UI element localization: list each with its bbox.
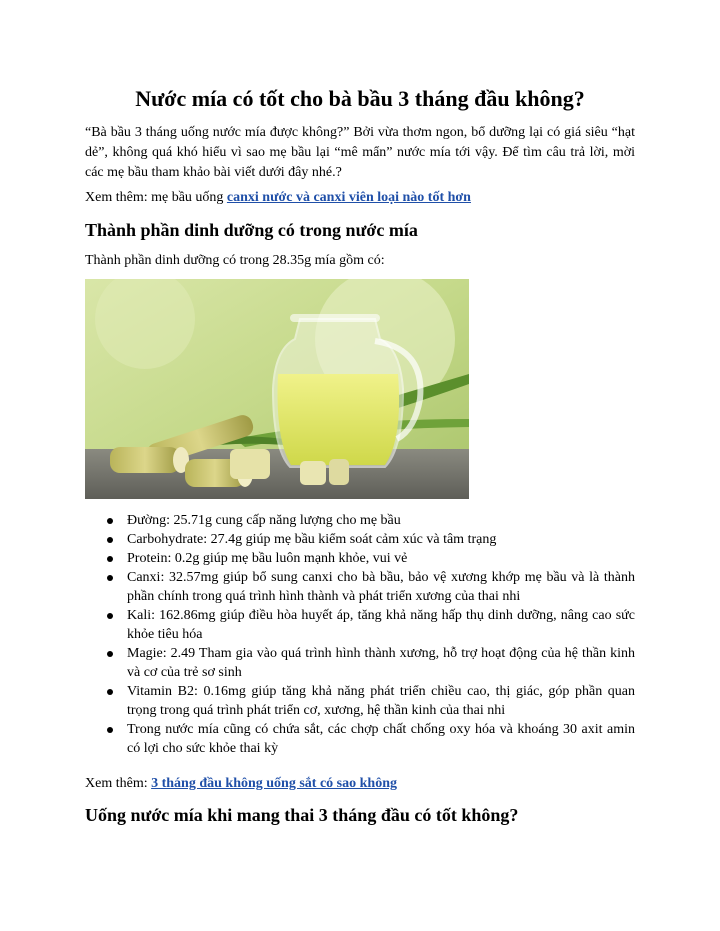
- list-item: [85, 682, 635, 720]
- intro-paragraph: “Bà bầu 3 tháng uống nước mía được không?” Bởi vừa thơm ngon, bổ dưỡng lại có giá siêu “hạt dẻ”, không quá khó hiểu vì sao mẹ bầu lại “mê mẩn” nước mía tới vậy. Để tìm câu trả lời, mời các mẹ bầu tham khảo bài viết dưới đây nhé.?: [85, 125, 635, 180]
- section-heading-nutrition: Thành phần dinh dưỡng có trong nước mía: [85, 220, 418, 240]
- list-item-text: Kali: 162.86mg giúp điều hòa huyết áp, tăng khả năng hấp thụ dinh dưỡng, nâng cao sức khỏe tiêu hóa: [127, 608, 635, 642]
- bullet-icon: [107, 689, 113, 695]
- list-item: [85, 530, 635, 549]
- list-item-text: Carbohydrate: 27.4g giúp mẹ bầu kiểm soát cảm xúc và tâm trạng: [127, 532, 497, 547]
- list-item: [85, 720, 635, 758]
- bullet-icon: [107, 537, 113, 543]
- see-more-prefix: Xem thêm:: [85, 776, 152, 791]
- bullet-icon: [107, 651, 113, 657]
- list-item: [85, 549, 635, 568]
- see-more-line-1: [85, 188, 471, 208]
- section-heading-pregnancy: Uống nước mía khi mang thai 3 tháng đầu có tốt không?: [85, 805, 519, 825]
- bullet-icon: [107, 727, 113, 733]
- list-item-text: Đường: 25.71g cung cấp năng lượng cho mẹ bầu: [127, 513, 401, 528]
- list-item: [85, 644, 635, 682]
- list-item-text: Trong nước mía cũng có chứa sắt, các chợp chất chống oxy hóa và khoáng 30 axit amin có lợi cho sức khỏe thai kỳ: [127, 722, 635, 756]
- see-more-link-calcium[interactable]: canxi nước và canxi viên loại nào tốt hơn: [226, 190, 471, 205]
- see-more-prefix: Xem thêm: mẹ bầu uống: [85, 190, 227, 205]
- list-item: [85, 511, 635, 530]
- see-more-line-2: [85, 774, 397, 794]
- list-item: [85, 568, 635, 606]
- bullet-icon: [107, 613, 113, 619]
- list-item: [85, 606, 635, 644]
- see-more-link-iron[interactable]: 3 tháng đầu không uống sắt có sao không: [151, 776, 397, 791]
- bullet-icon: [107, 556, 113, 562]
- sugarcane-juice-photo: [85, 279, 469, 499]
- list-item-text: Canxi: 32.57mg giúp bổ sung canxi cho bà bầu, bảo vệ xương khớp mẹ bầu và là thành phần chính trong quá trình hình thành và phát triển xương của thai nhi: [127, 570, 635, 604]
- list-item-text: Vitamin B2: 0.16mg giúp tăng khả năng phát triển chiều cao, thị giác, góp phần quan trọng trong quá trình phát triển cơ, xương, hệ thần kinh của thai nhi: [127, 684, 635, 718]
- nutrient-list: [85, 511, 635, 758]
- list-item-text: Magie: 2.49 Tham gia vào quá trình hình thành xương, hỗ trợ hoạt động của hệ thần kinh và cơ của trẻ sơ sinh: [127, 646, 635, 680]
- page-title: Nước mía có tốt cho bà bầu 3 tháng đầu không?: [135, 86, 585, 111]
- list-item-text: Protein: 0.2g giúp mẹ bầu luôn mạnh khỏe, vui vẻ: [127, 551, 408, 566]
- bullet-icon: [107, 575, 113, 581]
- nutrition-subtitle: Thành phần dinh dưỡng có trong 28.35g mía gồm có:: [85, 253, 385, 268]
- bullet-icon: [107, 518, 113, 524]
